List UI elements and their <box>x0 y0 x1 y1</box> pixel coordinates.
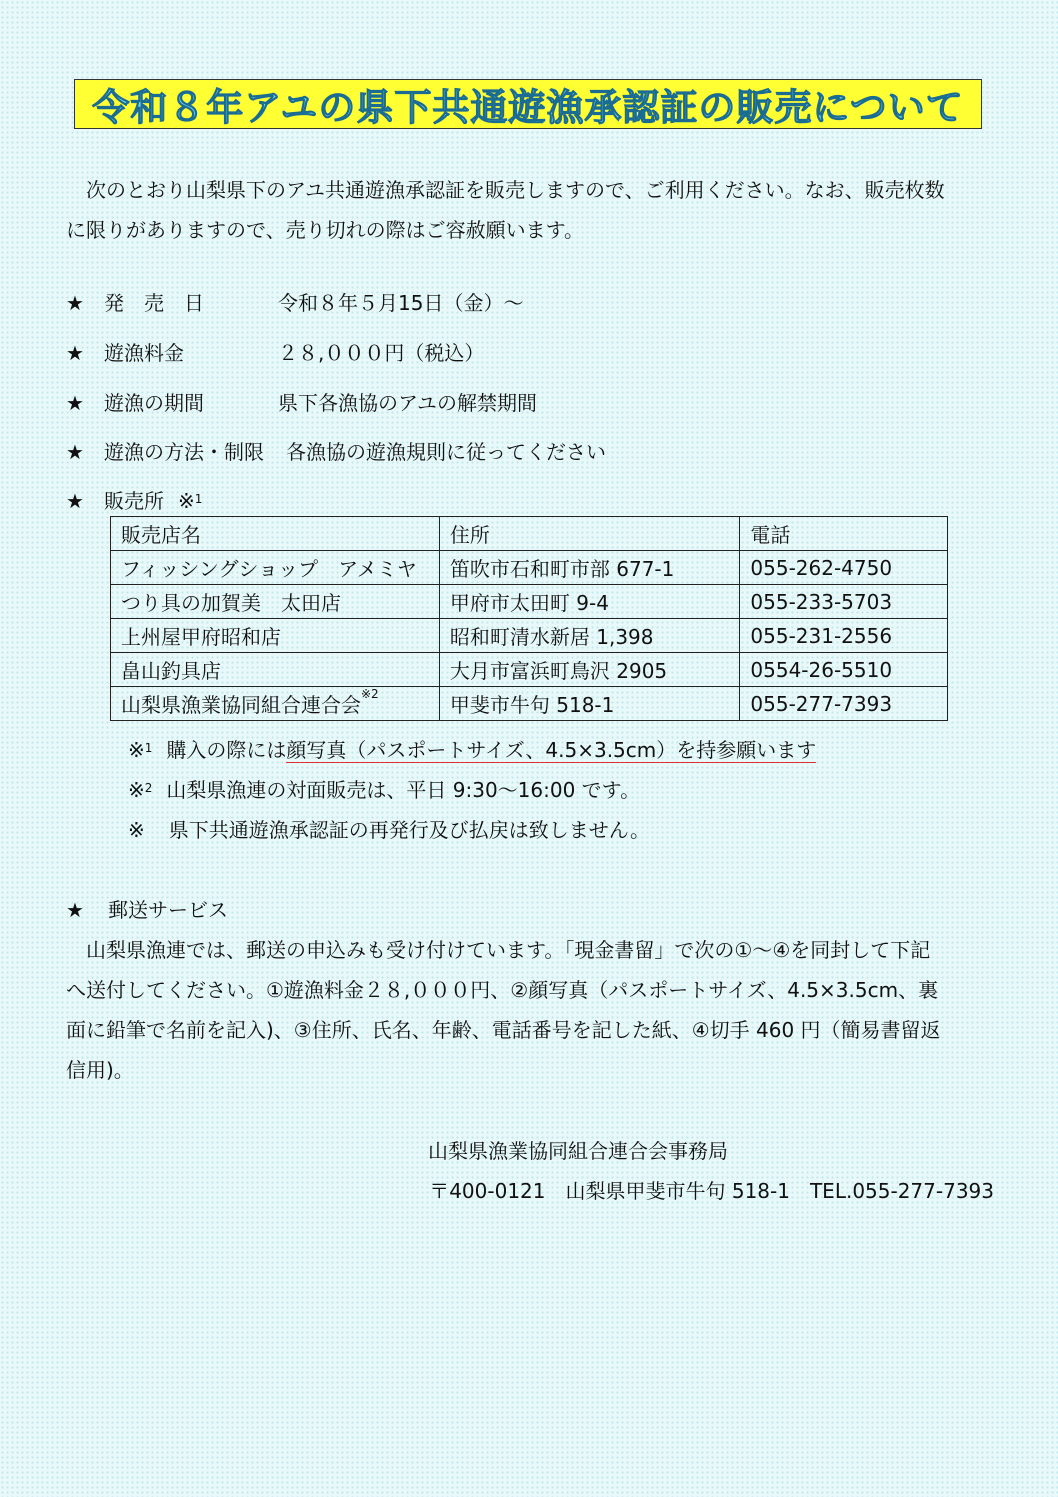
header-address: 住所 <box>439 517 740 551</box>
note-underlined-text: 顔写真（パスポートサイズ、4.5×3.5cm）を持参願います <box>286 738 817 762</box>
note-1 <box>128 730 816 770</box>
note-text: 山梨県漁連の対面販売は、平日 9:30～16:00 です。 <box>166 778 641 802</box>
star-icon: ★ <box>66 898 84 922</box>
shop-address: 昭和町清水新居 1,398 <box>439 619 740 653</box>
title-banner <box>74 79 982 129</box>
table-row <box>111 551 948 585</box>
note-3 <box>128 810 650 850</box>
item-label: 遊漁料金 <box>104 341 184 365</box>
mail-heading <box>66 895 228 925</box>
item-value: ２８,０００円（税込） <box>278 341 485 365</box>
table-row <box>111 585 948 619</box>
shop-phone: 055-231-2556 <box>740 619 948 653</box>
page-title: 令和８年アユの県下共通遊漁承認証の販売について <box>92 86 964 129</box>
footer-address: 〒400-0121 山梨県甲斐市牛句 518-1 TEL.055-277-7393 <box>429 1179 994 1203</box>
mail-line: へ送付してください。①遊漁料金２８,０００円、②顔写真（パスポートサイズ、4.5×3.5cm、裏 <box>66 978 939 1002</box>
mail-line: 信用)。 <box>66 1058 134 1082</box>
star-icon: ★ <box>66 291 84 315</box>
header-name: 販売店名 <box>111 517 440 551</box>
intro-line-1: 次のとおり山梨県下のアユ共通遊漁承認証を販売しますので、ご利用ください。なお、販売枚数 <box>86 178 945 202</box>
shop-phone: 0554-26-5510 <box>740 653 948 687</box>
item-sales <box>66 486 202 516</box>
shop-name-note: ※2 <box>361 687 379 701</box>
mail-line: 面に鉛筆で名前を記入)、③住所、氏名、年齢、電話番号を記した紙、④切手 460 円（簡易書留返 <box>66 1018 941 1042</box>
item-value: 県下各漁協のアユの解禁期間 <box>278 391 537 415</box>
shop-name: フィッシングショップ アメミヤ <box>111 551 440 585</box>
header-phone: 電話 <box>740 517 948 551</box>
item-label: 発 売 日 <box>104 291 204 315</box>
shop-phone: 055-277-7393 <box>740 687 948 721</box>
shop-address: 笛吹市石和町市部 677-1 <box>439 551 740 585</box>
shop-name: 畠山釣具店 <box>111 653 440 687</box>
mail-line: 山梨県漁連では、郵送の申込みも受け付けています。「現金書留」で次の①～④を同封して下記 <box>86 938 931 962</box>
item-period <box>66 388 537 418</box>
item-label: 遊漁の期間 <box>104 391 204 415</box>
note-number: 1 <box>194 492 203 506</box>
star-icon: ★ <box>66 341 84 365</box>
note-mark: ※ <box>128 778 145 802</box>
intro-paragraph <box>66 170 1006 250</box>
star-icon: ★ <box>66 489 84 513</box>
shop-address: 甲府市太田町 9-4 <box>439 585 740 619</box>
note-mark: ※ <box>128 738 145 762</box>
note-mark: ※ <box>128 818 145 842</box>
item-value: 令和８年５月15日（金）～ <box>278 291 524 315</box>
table-row <box>111 619 948 653</box>
sales-label: 販売所 <box>104 489 164 513</box>
star-icon: ★ <box>66 391 84 415</box>
shop-name-cell <box>111 687 440 721</box>
note-text: 購入の際には <box>166 738 287 762</box>
shop-name: 山梨県漁業協同組合連合会 <box>121 693 361 717</box>
shop-name: 上州屋甲府昭和店 <box>111 619 440 653</box>
shop-address: 甲斐市牛句 518-1 <box>439 687 740 721</box>
note-number: 2 <box>144 781 153 795</box>
note-2 <box>128 770 640 810</box>
footer-org: 山梨県漁業協同組合連合会事務局 <box>428 1139 728 1163</box>
item-label: 遊漁の方法・制限 <box>104 440 264 464</box>
item-value: 各漁協の遊漁規則に従ってください <box>286 440 606 464</box>
intro-line-2: に限りがありますので、売り切れの際はご容赦願います。 <box>66 218 584 242</box>
table-header-row <box>111 517 948 551</box>
item-fee <box>66 338 484 368</box>
sales-table <box>110 516 948 721</box>
note-text: 県下共通遊漁承認証の再発行及び払戻は致しません。 <box>168 818 650 842</box>
mail-label: 郵送サービス <box>108 898 228 922</box>
star-icon: ★ <box>66 440 84 464</box>
note-mark: ※ <box>178 489 195 513</box>
shop-phone: 055-262-4750 <box>740 551 948 585</box>
table-row <box>111 653 948 687</box>
mail-paragraph <box>66 930 1006 1090</box>
shop-name: つり具の加賀美 太田店 <box>111 585 440 619</box>
item-release-date <box>66 288 523 318</box>
note-number: 1 <box>144 741 153 755</box>
table-row <box>111 687 948 721</box>
shop-phone: 055-233-5703 <box>740 585 948 619</box>
item-method <box>66 437 606 467</box>
shop-address: 大月市富浜町鳥沢 2905 <box>439 653 740 687</box>
